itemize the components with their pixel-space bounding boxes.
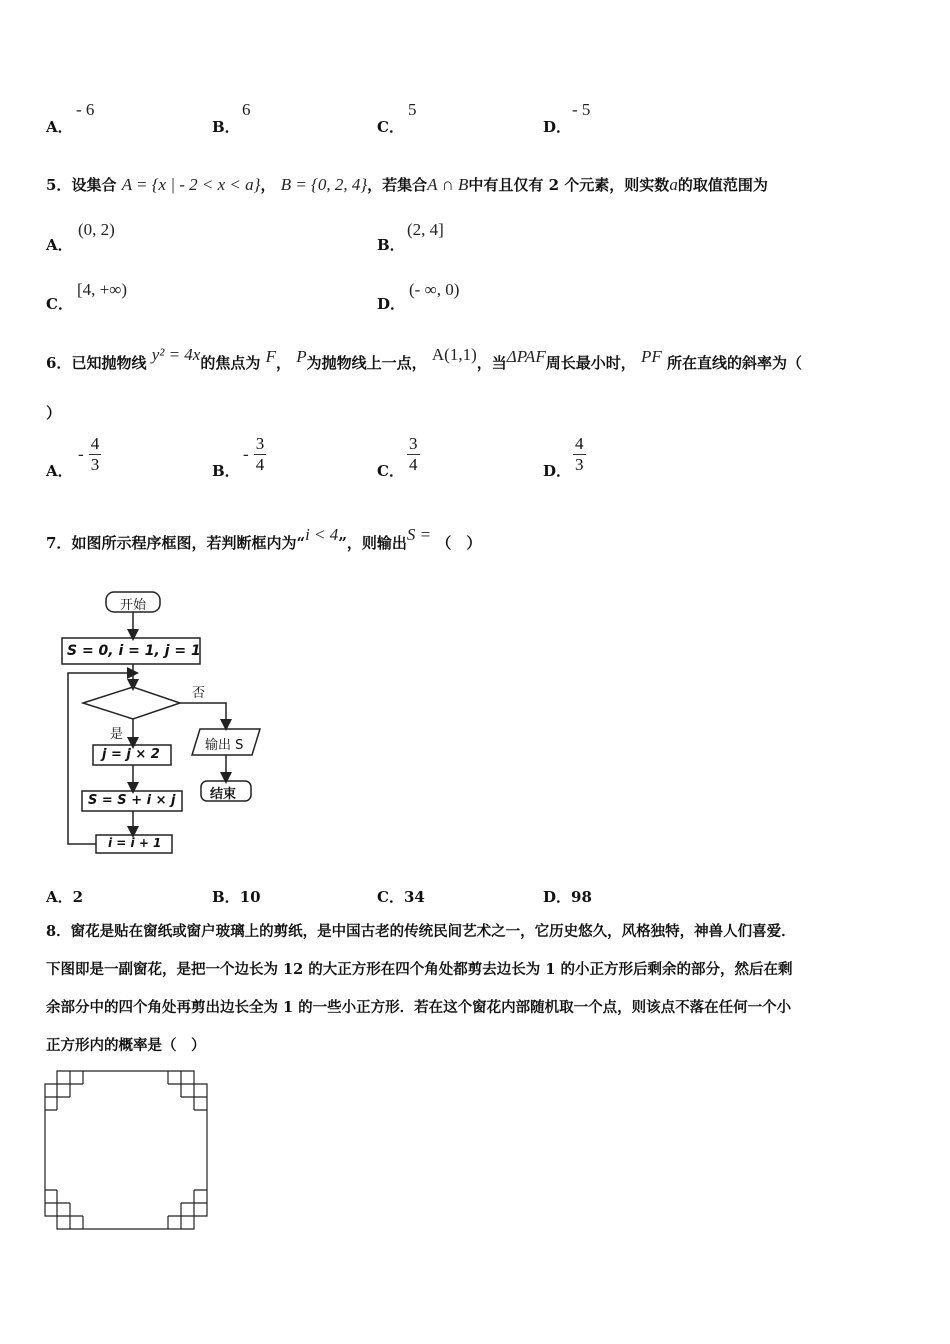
q7-option-a bbox=[46, 886, 83, 907]
focus-f: F bbox=[265, 347, 276, 366]
q6-option-a-value bbox=[78, 434, 101, 475]
fraction bbox=[254, 434, 267, 475]
q6-text: 周长最小时， bbox=[545, 354, 636, 372]
q6-option-d: D． bbox=[543, 462, 572, 480]
condition: i < 4 bbox=[305, 525, 339, 544]
flow-step2: S = S + i × j bbox=[88, 793, 176, 808]
flow-end: 结束 bbox=[210, 787, 237, 802]
point-p: P bbox=[296, 347, 307, 366]
q6-text: 已知抛物线 bbox=[71, 354, 147, 372]
denominator: 3 bbox=[575, 455, 584, 474]
q8-line2: 下图即是一副窗花，是把一个边长为 12 的大正方形在四个角处都剪去边长为 1 的小正方形后剩余的部分，然后在剩 bbox=[46, 961, 793, 978]
fraction bbox=[89, 434, 102, 475]
intersection: A ∩ B bbox=[427, 175, 469, 194]
set-a: A = {x | - 2 < x < a} bbox=[121, 175, 261, 194]
question-number: 6． bbox=[46, 354, 72, 372]
numerator: 3 bbox=[255, 434, 265, 453]
option-label: A． bbox=[46, 118, 73, 136]
q5-option-c: C． bbox=[46, 295, 73, 313]
q7-text: 如图所示程序框图，若判断框内为“ bbox=[71, 534, 306, 552]
q5-option-d: D． bbox=[377, 295, 406, 313]
point-a: A(1,1) bbox=[431, 345, 477, 364]
denominator: 3 bbox=[90, 455, 100, 474]
q6-option-b-value bbox=[243, 434, 266, 475]
q6-stem bbox=[46, 345, 802, 373]
denominator: 4 bbox=[409, 455, 418, 474]
q7-option-d bbox=[543, 886, 592, 907]
flow-step3: i = i + 1 bbox=[108, 836, 162, 850]
flow-start: 开始 bbox=[120, 598, 147, 613]
q7-text: （ ） bbox=[436, 534, 482, 552]
flow-step1: j = j × 2 bbox=[102, 747, 160, 762]
option-value: 34 bbox=[403, 888, 425, 906]
q6-option-b: B． bbox=[212, 462, 240, 480]
flow-init: S = 0, i = 1, j = 1 bbox=[67, 643, 201, 659]
q5-text: ，若集合 bbox=[367, 176, 428, 194]
option-label: C． bbox=[377, 888, 404, 906]
sign: - bbox=[243, 444, 249, 464]
q4-option-d-value: - 5 bbox=[572, 100, 591, 119]
q5-option-b: B． bbox=[377, 236, 405, 254]
triangle-paf: ΔPAF bbox=[506, 347, 546, 366]
window-flower-figure bbox=[44, 1070, 208, 1230]
q8-line1: 8．窗花是贴在窗纸或窗户玻璃上的剪纸，是中国古老的传统民间艺术之一，它历史悠久，风格独特，神兽人们喜爱． bbox=[46, 923, 796, 940]
q5-text: 的取值范围为 bbox=[677, 176, 768, 194]
q6-option-c-value bbox=[407, 434, 420, 475]
q4-option-b: B． bbox=[212, 118, 240, 136]
q6-comma: ， bbox=[276, 354, 292, 372]
numerator: 3 bbox=[409, 434, 418, 453]
q8-line3: 余部分中的四个角处再剪出边长全为 1 的一些小正方形．若在这个窗花内部随机取一个点，则该点不落在任何一个小 bbox=[46, 999, 792, 1016]
q6-option-c: C． bbox=[377, 462, 404, 480]
q6-text: 所在直线的斜率为（ bbox=[666, 354, 802, 372]
q5-option-b-value: (2, 4] bbox=[407, 220, 444, 239]
numerator: 4 bbox=[575, 434, 584, 453]
q7-stem bbox=[46, 525, 482, 553]
q7-option-b bbox=[212, 886, 261, 907]
q4-option-c-value: 5 bbox=[408, 100, 417, 119]
flowchart bbox=[40, 585, 290, 875]
q7-option-c bbox=[377, 886, 425, 907]
q6-text: 为抛物线上一点， bbox=[306, 354, 427, 372]
q5-text: 设集合 bbox=[71, 176, 117, 194]
q4-option-d: D． bbox=[543, 118, 572, 136]
fraction bbox=[573, 434, 586, 475]
flow-yes-label: 是 bbox=[110, 727, 124, 742]
q6-option-d-value bbox=[573, 434, 586, 475]
option-value: 10 bbox=[239, 888, 261, 906]
parabola-equation: y² = 4x bbox=[151, 345, 201, 364]
q5-comma: ， bbox=[260, 176, 276, 194]
q6-option-a: A． bbox=[46, 462, 73, 480]
variable-a: a bbox=[669, 175, 678, 194]
question-number: 5． bbox=[46, 176, 72, 194]
q4-option-c: C． bbox=[377, 118, 404, 136]
q5-option-d-value: (- ∞, 0) bbox=[409, 280, 460, 299]
flow-output: 输出 S bbox=[205, 738, 244, 753]
q5-option-c-value: [4, +∞) bbox=[77, 280, 128, 299]
q7-text: ”，则输出 bbox=[338, 534, 407, 552]
q4-option-a-value: - 6 bbox=[76, 100, 95, 119]
option-label: D． bbox=[543, 888, 572, 906]
denominator: 4 bbox=[255, 455, 265, 474]
option-value: 2 bbox=[72, 888, 84, 906]
q4-option-a bbox=[46, 116, 73, 137]
output-s: S = bbox=[406, 525, 432, 544]
sign: - bbox=[78, 444, 84, 464]
question-number: 7． bbox=[46, 534, 72, 552]
q6-text: 的焦点为 bbox=[200, 354, 261, 372]
q5-option-a-value: (0, 2) bbox=[78, 220, 115, 239]
q5-text: 中有且仅有 2 个元素，则实数 bbox=[468, 176, 670, 194]
flowchart-lines bbox=[40, 585, 290, 875]
q4-option-b-value: 6 bbox=[242, 100, 251, 119]
option-value: 98 bbox=[571, 888, 592, 906]
fraction bbox=[407, 434, 420, 475]
numerator: 4 bbox=[90, 434, 100, 453]
q8-line4: 正方形内的概率是（ ） bbox=[46, 1037, 206, 1054]
line-pf: PF bbox=[640, 347, 662, 366]
option-label: B． bbox=[212, 888, 240, 906]
flow-no-label: 否 bbox=[192, 686, 206, 701]
q6-close-paren: ） bbox=[46, 404, 62, 422]
set-b: B = {0, 2, 4} bbox=[280, 175, 368, 194]
option-label: A． bbox=[46, 888, 73, 906]
q6-text: ，当 bbox=[476, 354, 507, 372]
q5-option-a: A． bbox=[46, 236, 73, 254]
q5-stem bbox=[46, 174, 768, 195]
